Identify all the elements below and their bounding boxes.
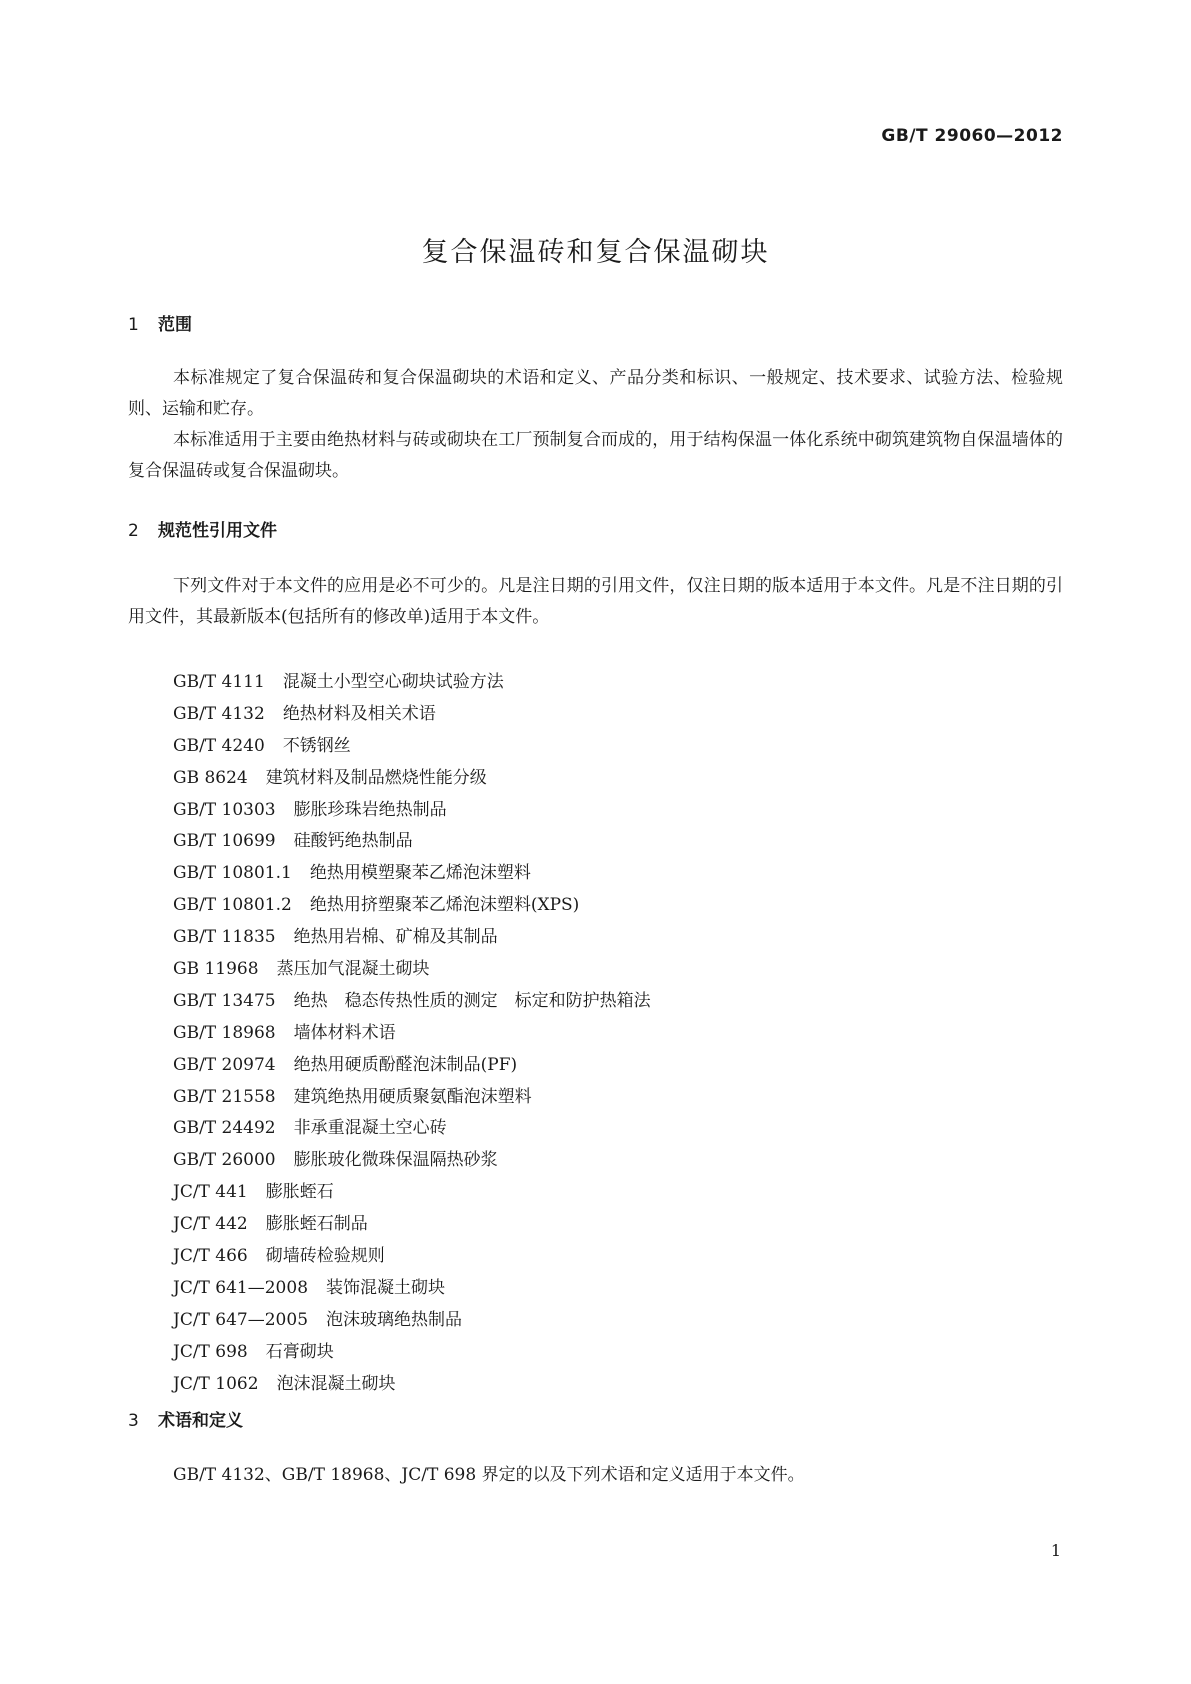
section-2-heading — [128, 516, 277, 541]
reference-code: GB 11968 — [173, 959, 259, 980]
reference-code: GB/T 10801.2 — [173, 895, 292, 916]
section-3-heading — [128, 1406, 243, 1431]
reference-code: GB/T 18968 — [173, 1022, 276, 1043]
reference-title: 绝热用模塑聚苯乙烯泡沫塑料 — [309, 863, 531, 884]
reference-code: GB/T 4240 — [173, 735, 265, 756]
reference-item — [173, 667, 651, 699]
reference-title: 绝热材料及相关术语 — [282, 703, 436, 724]
reference-title: 装饰混凝土砌块 — [326, 1277, 446, 1298]
reference-title: 泡沫混凝土砌块 — [276, 1373, 396, 1394]
reference-code: GB/T 20974 — [173, 1054, 276, 1075]
reference-item — [173, 795, 651, 827]
reference-code: JC/T 441 — [173, 1182, 248, 1203]
reference-title: 混凝土小型空心砌块试验方法 — [282, 672, 504, 692]
section-1-title: 范围 — [158, 315, 192, 335]
document-title: 复合保温砖和复合保温砌块 — [421, 237, 770, 268]
reference-title: 绝热用硬质酚醛泡沫制品(PF) — [293, 1054, 518, 1075]
section-1-number: 1 — [128, 315, 139, 335]
reference-code: JC/T 641—2008 — [173, 1277, 309, 1298]
reference-title: 非承重混凝土空心砖 — [293, 1118, 447, 1139]
reference-item — [173, 1305, 651, 1337]
reference-title: 泡沫玻璃绝热制品 — [326, 1309, 463, 1330]
reference-code: JC/T 466 — [173, 1246, 248, 1267]
reference-item — [173, 1337, 651, 1369]
reference-item — [173, 1113, 651, 1145]
section-3-intro: GB/T 4132、GB/T 18968、JC/T 698 界定的以及下列术语和定义适用于本文件。 — [173, 1465, 805, 1485]
normative-reference-list — [173, 667, 651, 1400]
reference-title: 石膏砌块 — [265, 1341, 334, 1362]
reference-item — [173, 731, 651, 763]
reference-item — [173, 1145, 651, 1177]
reference-code: GB/T 10699 — [173, 831, 276, 852]
reference-item — [173, 890, 651, 922]
section-2-number: 2 — [128, 521, 139, 541]
reference-code: GB/T 26000 — [173, 1150, 276, 1171]
section-1-paragraph-1: 本标准规定了复合保温砖和复合保温砌块的术语和定义、产品分类和标识、一般规定、技术要求、试验方法、检验规则、运输和贮存。 — [128, 368, 1063, 419]
standard-code: GB/T 29060—2012 — [881, 126, 1063, 146]
reference-title: 绝热用岩棉、矿棉及其制品 — [293, 927, 498, 948]
reference-item — [173, 1082, 651, 1114]
reference-item — [173, 763, 651, 795]
reference-code: GB/T 24492 — [173, 1118, 276, 1139]
reference-item — [173, 1050, 651, 1082]
reference-item — [173, 922, 651, 954]
page-number: 1 — [1050, 1541, 1061, 1560]
reference-title: 膨胀玻化微珠保温隔热砂浆 — [293, 1150, 498, 1171]
reference-item — [173, 1177, 651, 1209]
section-3-title: 术语和定义 — [158, 1411, 243, 1431]
reference-code: GB/T 4111 — [173, 672, 265, 692]
section-2-title: 规范性引用文件 — [158, 521, 277, 541]
reference-code: GB/T 10801.1 — [173, 863, 292, 884]
reference-title: 绝热 稳态传热性质的测定 标定和防护热箱法 — [293, 990, 651, 1011]
section-1-paragraph-2: 本标准适用于主要由绝热材料与砖或砌块在工厂预制复合而成的，用于结构保温一体化系统中砌筑建筑物自保温墙体的复合保温砖或复合保温砌块。 — [128, 430, 1063, 481]
reference-code: JC/T 1062 — [173, 1373, 259, 1394]
reference-code: GB/T 4132 — [173, 703, 265, 724]
section-1-heading — [128, 310, 192, 335]
reference-item — [173, 699, 651, 731]
reference-title: 膨胀珍珠岩绝热制品 — [293, 799, 447, 820]
reference-item — [173, 826, 651, 858]
reference-item — [173, 1273, 651, 1305]
reference-item — [173, 1241, 651, 1273]
reference-code: GB/T 21558 — [173, 1086, 276, 1107]
reference-title: 不锈钢丝 — [282, 735, 351, 756]
reference-code: GB 8624 — [173, 767, 248, 788]
reference-item — [173, 1018, 651, 1050]
reference-title: 蒸压加气混凝土砌块 — [276, 959, 430, 980]
reference-title: 膨胀蛭石 — [265, 1182, 334, 1203]
reference-code: GB/T 11835 — [173, 927, 276, 948]
reference-item — [173, 1369, 651, 1401]
reference-code: JC/T 442 — [173, 1214, 248, 1235]
reference-code: GB/T 13475 — [173, 990, 276, 1011]
reference-item — [173, 954, 651, 986]
reference-code: GB/T 10303 — [173, 799, 276, 820]
reference-code: JC/T 647—2005 — [173, 1309, 309, 1330]
reference-title: 硅酸钙绝热制品 — [293, 831, 413, 852]
reference-code: JC/T 698 — [173, 1341, 248, 1362]
reference-title: 砌墙砖检验规则 — [265, 1246, 385, 1267]
reference-item — [173, 858, 651, 890]
reference-item — [173, 1209, 651, 1241]
section-2-intro: 下列文件对于本文件的应用是必不可少的。凡是注日期的引用文件，仅注日期的版本适用于本文件。凡是不注日期的引用文件，其最新版本(包括所有的修改单)适用于本文件。 — [128, 576, 1063, 627]
reference-title: 建筑材料及制品燃烧性能分级 — [265, 767, 487, 788]
reference-title: 墙体材料术语 — [293, 1022, 396, 1043]
reference-title: 膨胀蛭石制品 — [265, 1214, 368, 1235]
section-3-number: 3 — [128, 1411, 139, 1431]
reference-item — [173, 986, 651, 1018]
reference-title: 绝热用挤塑聚苯乙烯泡沫塑料(XPS) — [309, 895, 580, 916]
reference-title: 建筑绝热用硬质聚氨酯泡沫塑料 — [293, 1086, 532, 1107]
